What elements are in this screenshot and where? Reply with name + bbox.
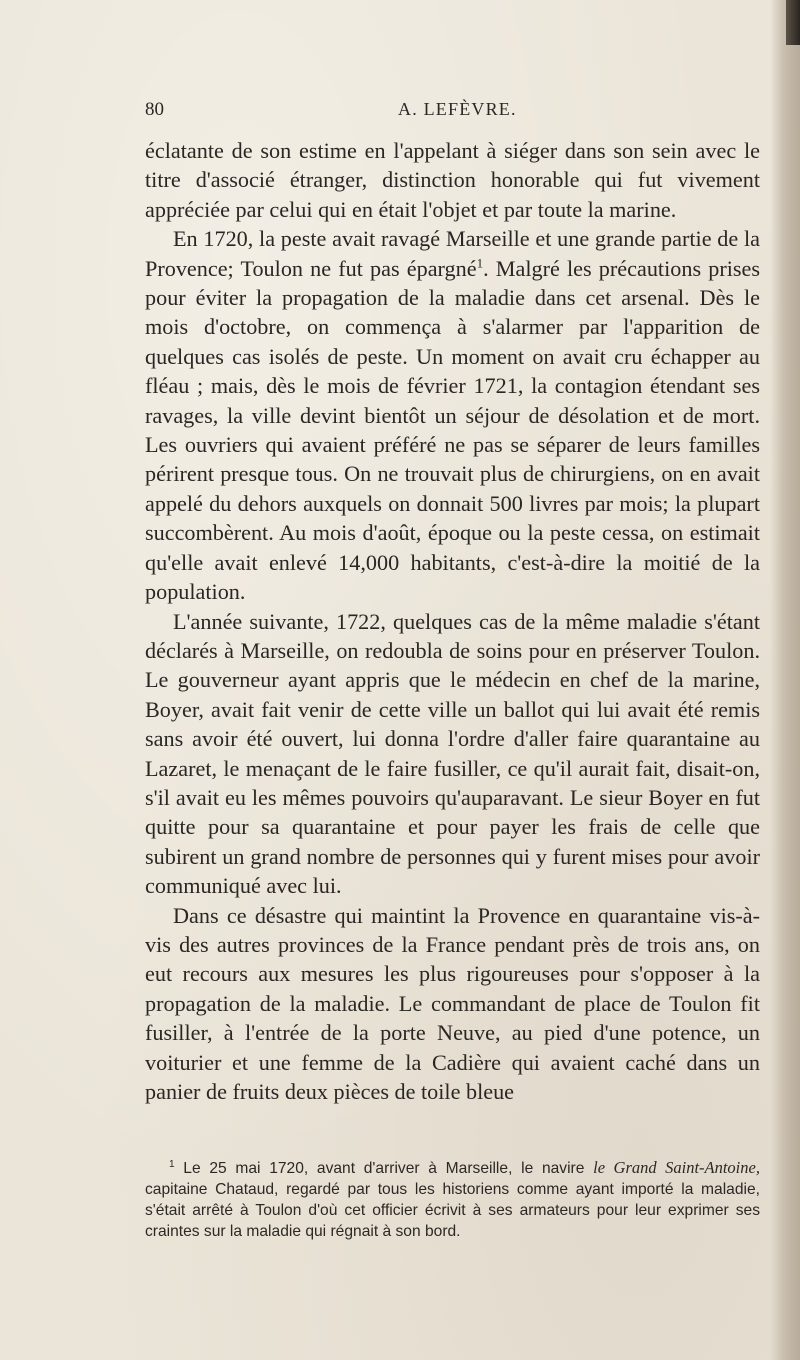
footnote-marker: 1 (169, 1159, 175, 1170)
footnote (145, 1154, 760, 1242)
paragraph-2-rest: . Malgré les précautions prises pour éviter la propagation de la maladie dans cet arsenal. Dès le mois d'octobre, on commença à s'alarmer par l'apparition de quelques cas isolés de peste. Un moment on avait cru échapper au fléau ; mais, dès le mois de février 1721, la contagion étendant ses ravages, la ville devint bientôt un séjour de désolation et de mort. Les ouvriers qui avaient préféré ne pas se séparer de leurs familles périrent presque tous. On ne trouvait plus de chirurgiens, on en avait appelé du dehors auxquels on donnait 500 livres par mois; la plupart succombèrent. Au mois d'août, époque ou la peste cessa, on estimait qu'elle avait enlevé 14,000 habitants, c'est-à-dire la moitié de la population. (145, 255, 760, 605)
paragraph-4: Dans ce désastre qui maintint la Provence en quarantaine vis-à-vis des autres provinces de la France pendant près de trois ans, on eut recours aux mesures les plus rigoureuses pour s'opposer à la propagation de la maladie. Le commandant de place de Toulon fit fusiller, à l'entrée de la porte Neuve, au pied d'une potence, un voiturier et une femme de la Cadière qui avaient caché dans un panier de fruits deux pièces de toile bleue (145, 902, 760, 1104)
page-number: 80 (145, 99, 164, 120)
paragraph-1: éclatante de son estime en l'appelant à siéger dans son sein avec le titre d'associé étranger, distinction honorable qui fut vivement appréciée par celui qui en était l'objet et par toute la marine. (145, 138, 760, 222)
footnote-text-end: capitaine Chataud, regardé par tous les historiens comme ayant importé la maladie, s'était arrêté à Toulon d'où cet officier écrivit à ses armateurs pour leur exprimer ses craintes sur la maladie qui régnait à son bord. (145, 1181, 760, 1241)
page-edge-shadow (770, 0, 800, 1360)
paragraph-2-start: En 1720, la peste avait ravagé Marseille et une grande partie de la Provence; Toulon ne fut pas épargné (145, 226, 760, 281)
footnote-ship-name: le Grand Saint-Antoine, (593, 1158, 760, 1178)
footnote-reference: 1 (476, 255, 484, 271)
paragraph-3: L'année suivante, 1722, quelques cas de la même maladie s'étant déclarés à Marseille, on redoubla de soins pour en préserver Toulon. Le gouverneur ayant appris que le médecin en chef de la marine, Boyer, avait fait venir de cette ville un ballot qui lui avait été remis sans avoir été ouvert, lui donna l'ordre d'aller faire quarantaine au Lazaret, le menaçant de le faire fusiller, ce qu'il aurait fait, disait-on, s'il avait eu les mêmes pouvoirs qu'auparavant. Le sieur Boyer en fut quitte pour sa quarantaine et pour payer les frais de celle que subirent un grand nombre de personnes qui y furent mises pour avoir communiqué avec lui. (145, 608, 760, 899)
page-header (145, 99, 760, 123)
footnote-text-start: Le 25 mai 1720, avant d'arriver à Marseille, le navire (183, 1160, 585, 1178)
running-head: A. LEFÈVRE. (398, 99, 517, 119)
main-text (145, 136, 760, 1106)
page-edge-dark-corner (786, 0, 800, 45)
paragraph-2 (145, 224, 760, 606)
